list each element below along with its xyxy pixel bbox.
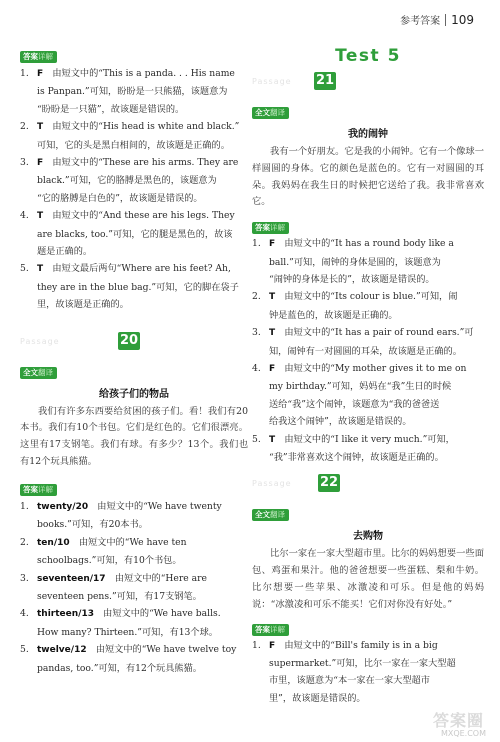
badge-full-translation: 全文翻译 (252, 107, 289, 119)
passage-label: Passage (20, 336, 60, 346)
answer-key: seventeen/17 (37, 573, 106, 584)
left-column (20, 44, 248, 677)
answer-item (252, 431, 484, 467)
answer-number: 5. (252, 433, 261, 445)
answer-key: T (37, 211, 44, 222)
passage-21-title: 我的闹钟 (348, 129, 388, 140)
watermark-logo (412, 708, 492, 738)
answer-item (252, 360, 484, 431)
answer-line: 1. F 由短文中的“This is a panda. . . His name (20, 65, 248, 83)
answer-line: How many? Thirteen.”可知，有13个球。 (37, 626, 218, 638)
answer-number: 5. (20, 644, 29, 656)
answer-number: 5. (20, 263, 29, 275)
answer-key: F (269, 239, 276, 250)
passage-label: Passage (252, 479, 292, 489)
answer-list-21 (252, 235, 484, 466)
answer-item (252, 288, 484, 324)
answer-item (20, 260, 248, 313)
answer-number: 2. (252, 291, 261, 303)
answer-line: is Panpan.”可知，盼盼是一只熊猫，该题意为 (37, 86, 228, 98)
answer-item (20, 207, 248, 260)
answer-key: twelve/12 (37, 645, 87, 656)
passage-number-20: 20 (119, 332, 139, 348)
badge-answer-detail: 答案详解 (252, 222, 289, 234)
answer-line: “闹钟的身体是长的”，故该题是错误的。 (269, 274, 435, 285)
answer-list-20 (20, 498, 248, 677)
answer-badge (20, 44, 248, 63)
passage-21-head (252, 72, 484, 94)
answer-number: 4. (20, 210, 29, 222)
badge-full-translation: 全文翻译 (20, 367, 57, 379)
answer-line: “它的胳膊是白色的”，故该题是错误的。 (37, 192, 203, 204)
answer-line: 市里，该题意为“本一家在一家大型超市 (269, 675, 430, 687)
answer-line: 送给“我”这个闹钟，该题意为“我的爸爸送 (269, 398, 440, 410)
answer-badge-20 (20, 477, 248, 496)
answer-number: 1. (252, 639, 261, 651)
answer-key: T (269, 328, 276, 339)
answer-key: T (269, 292, 276, 303)
answer-line: they are in the blue bag.”可知，它的脚在袋子 (37, 281, 239, 293)
answer-item (252, 637, 484, 708)
translation-badge-22 (252, 502, 484, 521)
passage-22-head (252, 474, 484, 496)
answer-number: 1. (252, 238, 261, 250)
test-title: Test 5 (335, 46, 401, 66)
answer-line: 里”，故该题是错误的。 (269, 692, 366, 704)
answer-key: twenty/20 (37, 501, 89, 512)
answer-item (20, 570, 248, 606)
answer-line: 4. F 由短文中的“My mother gives it to me on (252, 360, 484, 378)
answer-list-19 (20, 65, 248, 314)
passage-22-translation: 比尔一家在一家大型超市里。比尔的妈妈想要一些面包、鸡蛋和果汁。他的爸爸想要一些蛋糕、梨和牛奶。比尔想要一些苹果、冰激凌和可乐。但是他的妈妈说：“冰激凌和可乐不能买！它们对你没有好处。” (252, 548, 484, 610)
answer-item (20, 65, 248, 118)
answer-key: F (269, 364, 276, 375)
answer-line: ball.”可知，闹钟的身体是圆的，该题意为 (269, 256, 441, 268)
answer-line: 4. T 由短文中的“And these are his legs. They (20, 207, 248, 225)
header-divider (445, 14, 446, 26)
passage-22-title: 去购物 (353, 531, 383, 543)
answer-line: “我”非常喜欢这个闹钟，故该题是正确的。 (269, 452, 444, 464)
passage-number-22: 22 (319, 475, 339, 491)
passage-20-title: 给孩子们的物品 (99, 388, 169, 400)
answer-line: my birthday.”可知，妈妈在“我”生日的时候 (269, 381, 452, 393)
answer-key: F (37, 158, 44, 169)
answer-key: F (269, 640, 276, 651)
answer-key: T (37, 264, 44, 275)
translation-badge-21 (252, 100, 484, 119)
right-column (252, 44, 484, 707)
answer-key: ten/10 (37, 537, 70, 548)
answer-line: 钟是蓝色的，故该题是正确的。 (269, 309, 398, 321)
answer-item (20, 605, 248, 641)
answer-line: 里，故该题是正确的。 (37, 299, 129, 311)
passage-21-translation: 我有一个好朋友。它是我的小闹钟。它有一个像球一样圆圆的身体。它的颜色是蓝色的。它有一对圆圆的耳朵。我妈妈在我生日的时候把它送给了我。我非常喜欢它。 (252, 146, 484, 208)
answer-line: 3. seventeen/17 由短文中的“Here are (20, 570, 248, 588)
answer-number: 4. (20, 608, 29, 620)
answer-item (20, 498, 248, 534)
answer-line: 知，闹钟有一对圆圆的耳朵，故该题是正确的。 (269, 345, 462, 357)
answer-line: 1. twenty/20 由短文中的“We have twenty (20, 498, 248, 516)
passage-20-translation: 我们有许多东西要给贫困的孩子们。看！我们有20本书。我们有10个书包。它们是红色的。它们很漂亮。这里有17支钢笔。我们有球。有多少？13个。我们也有12个玩具熊猫。 (20, 405, 248, 468)
answer-number: 3. (20, 572, 29, 584)
answer-line: 2. ten/10 由短文中的“We have ten (20, 534, 248, 552)
answer-item (20, 534, 248, 570)
answer-badge-22 (252, 617, 484, 636)
answer-line: 5. T 由短文中的“I like it very much.”可知， (252, 431, 484, 449)
answer-line: 可知，它的头是黑白相间的，故该题是正确的。 (37, 139, 230, 151)
watermark-url: MXQE.COM (440, 729, 486, 738)
answer-number: 3. (20, 157, 29, 169)
answer-line: seventeen pens.”可知，有17支钢笔。 (37, 590, 202, 602)
answer-item (20, 118, 248, 154)
answer-line: books.”可知，有20本书。 (37, 519, 148, 531)
badge-full-translation: 全文翻译 (252, 509, 289, 521)
answer-number: 2. (20, 121, 29, 133)
answer-line: 2. T 由短文中的“His head is white and black.” (20, 118, 248, 136)
answer-line: 题是正确的。 (37, 246, 93, 258)
answer-number: 1. (20, 500, 29, 512)
answer-item (252, 324, 484, 360)
answer-line: 2. T 由短文中的“Its colour is blue.”可知，闹 (252, 288, 484, 306)
answer-line: supermarket.”可知，比尔一家在一家大型超 (269, 658, 456, 670)
passage-number-21: 21 (315, 73, 335, 88)
answer-item (252, 235, 484, 288)
watermark-text: 答案圈 (432, 711, 484, 730)
answer-line: 5. T 由短文最后两句“Where are his feet? Ah, (20, 260, 248, 278)
header-section: 参考答案 (400, 16, 441, 27)
badge-answer-detail: 答案详解 (252, 624, 289, 636)
answer-line: “盼盼是一只猫”，故该题是错误的。 (37, 103, 185, 115)
answer-key: F (37, 69, 44, 79)
answer-line: 4. thirteen/13 由短文中的“We have balls. (20, 605, 248, 623)
badge-answer-detail: 答案详解 (20, 51, 57, 63)
page-number: 109 (451, 12, 474, 27)
answer-line: 5. twelve/12 由短文中的“We have twelve toy (20, 641, 248, 659)
answer-line: 给我这个闹钟”，故该题是错误的。 (269, 416, 412, 428)
answer-line: pandas, too.”可知，有12个玩具熊猫。 (37, 662, 202, 674)
answer-line: schoolbags.”可知，有10个书包。 (37, 555, 182, 567)
answer-key: T (269, 434, 276, 445)
answer-line: 1. F 由短文中的“Bill's family is in a big (252, 637, 484, 655)
answer-line: 1. F 由短文中的“It has a round body like a (252, 235, 484, 253)
answer-key: thirteen/13 (37, 609, 94, 620)
answer-badge-21 (252, 215, 484, 234)
answer-line: are blacks, too.”可知，它的腿是黑色的，故该 (37, 228, 233, 240)
answer-number: 1. (20, 68, 29, 79)
badge-answer-detail: 答案详解 (20, 484, 57, 496)
passage-20-head (20, 332, 248, 354)
answer-number: 4. (252, 363, 261, 375)
passage-label: Passage (252, 77, 292, 86)
answer-list-22 (252, 637, 484, 708)
answer-item (20, 154, 248, 207)
answer-number: 2. (20, 536, 29, 548)
translation-badge-20 (20, 360, 248, 379)
answer-item (20, 641, 248, 677)
page-header (400, 12, 474, 27)
answer-line: 3. T 由短文中的“It has a pair of round ears.”可 (252, 324, 484, 342)
answer-key: T (37, 122, 44, 133)
answer-number: 3. (252, 327, 261, 339)
answer-line: 3. F 由短文中的“These are his arms. They are (20, 154, 248, 172)
answer-line: black.”可知，它的胳膊是黑色的，该题意为 (37, 175, 217, 187)
